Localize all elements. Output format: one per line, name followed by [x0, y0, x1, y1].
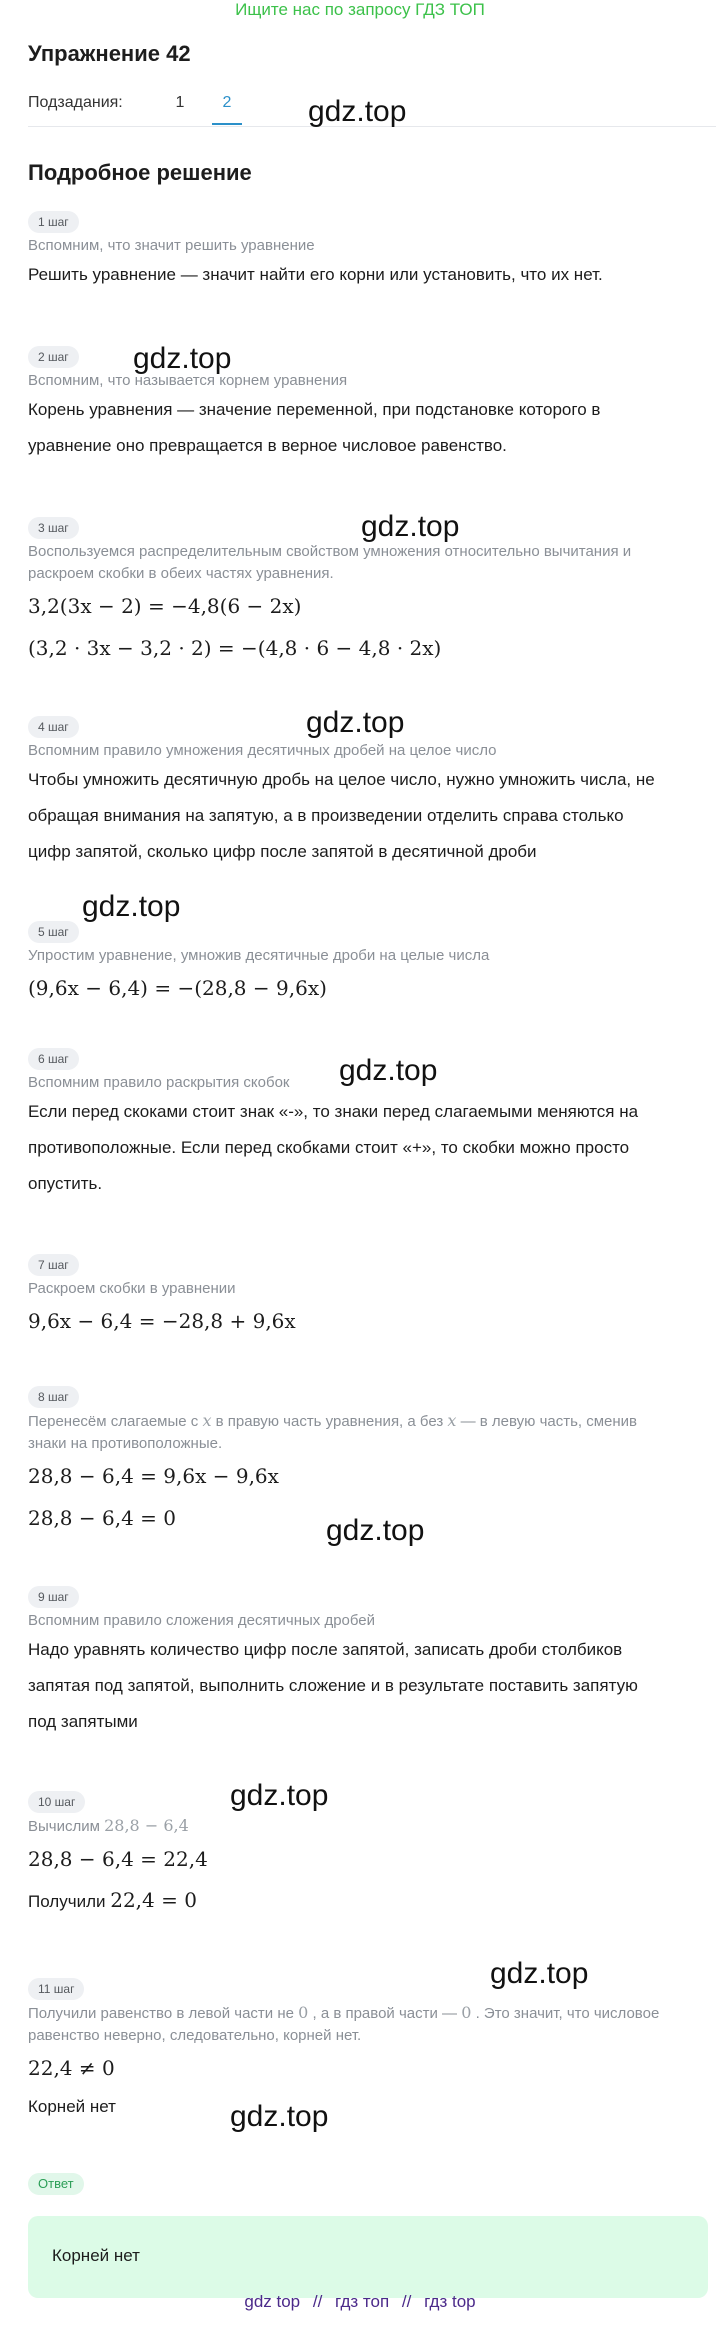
- step-text: Корней нет: [28, 2097, 116, 2116]
- solution-card: [12, 28, 708, 2288]
- footer-separator: //: [312, 2292, 323, 2311]
- math-line: (3,2 · 3x − 3,2 · 2) = −(4,8 · 6 − 4,8 · 2x): [28, 636, 442, 660]
- step-badge: 7 шаг: [28, 1254, 79, 1276]
- step-text-line: Надо уравнять количество цифр после запятой, записать дроби столбиков: [28, 1640, 623, 1659]
- step-10: [28, 1791, 708, 1922]
- step-2: [28, 346, 708, 464]
- step-5: [28, 921, 708, 1009]
- step-badge: 8 шаг: [28, 1386, 79, 1408]
- solution-title: Подробное решение: [28, 160, 252, 185]
- step-hint-line: раскроем скобки в обеих частях уравнения.: [28, 565, 334, 582]
- top-banner: Ищите нас по запросу ГДЗ ТОП: [235, 0, 485, 19]
- step-badge: 6 шаг: [28, 1048, 79, 1070]
- answer-text: Корней нет: [52, 2246, 140, 2265]
- footer-link[interactable]: гдз top: [424, 2292, 476, 2311]
- subtask-tab-2[interactable]: 2: [212, 94, 242, 125]
- step-11: [28, 1978, 708, 2125]
- step-hint-line: знаки на противоположные.: [28, 1435, 223, 1452]
- exercise-title: Упражнение 42: [28, 41, 191, 66]
- watermark: gdz.top: [361, 510, 460, 543]
- step-hint: Раскроем скобки в уравнении: [28, 1280, 236, 1297]
- watermark: gdz.top: [230, 1779, 329, 1812]
- step-9: [28, 1586, 708, 1740]
- step-text-line: опустить.: [28, 1174, 103, 1193]
- hint-part: Вычислим: [28, 1818, 100, 1835]
- step-hint-line: [28, 1410, 708, 1433]
- step-text-line: Если перед скоками стоит знак «-», то знаки перед слагаемыми меняются на: [28, 1102, 639, 1121]
- math-line: 22,4 ≠ 0: [28, 2056, 115, 2080]
- step-badge: 3 шаг: [28, 517, 79, 539]
- step-hint: [28, 1815, 708, 1838]
- step-text-line: уравнение оно превращается в верное числовое равенство.: [28, 436, 507, 455]
- hint-math: 0: [298, 2003, 309, 2022]
- hint-part: . Это значит, что числовое: [475, 2005, 660, 2022]
- step-hint-line: [28, 2002, 708, 2025]
- step-text-line: цифр запятой, сколько цифр после запятой в десятичной дроби: [28, 842, 537, 861]
- watermark: gdz.top: [306, 706, 405, 739]
- step-badge: 9 шаг: [28, 1586, 79, 1608]
- step-7: [28, 1254, 708, 1342]
- text-math: 22,4 = 0: [110, 1888, 197, 1912]
- footer-links: [0, 2292, 720, 2312]
- step-badge: 2 шаг: [28, 346, 79, 368]
- step-badge: 11 шаг: [28, 1978, 84, 2000]
- step-text-line: под запятыми: [28, 1712, 138, 1731]
- answer-box: [28, 2216, 708, 2298]
- hint-part: Получили равенство в левой части не: [28, 2005, 294, 2022]
- step-text-line: запятая под запятой, выполнить сложение и в результате поставить запятую: [28, 1676, 638, 1695]
- math-line: 28,8 − 6,4 = 0: [28, 1506, 177, 1530]
- math-line: 28,8 − 6,4 = 9,6x − 9,6x: [28, 1464, 279, 1488]
- step-badge: 1 шаг: [28, 211, 79, 233]
- math-var: x: [202, 1411, 212, 1430]
- watermark: gdz.top: [308, 95, 407, 128]
- footer-link[interactable]: gdz top: [244, 2292, 301, 2311]
- subtasks-label: Подзадания:: [28, 94, 123, 111]
- watermark: gdz.top: [133, 342, 232, 375]
- step-1: [28, 211, 708, 293]
- answer-badge: Ответ: [28, 2173, 84, 2195]
- hint-math: 28,8 − 6,4: [104, 1816, 189, 1835]
- step-badge: 4 шаг: [28, 716, 79, 738]
- step-badge: 5 шаг: [28, 921, 79, 943]
- step-hint: Вспомним, что называется корнем уравнения: [28, 372, 348, 389]
- hint-part: в правую часть уравнения, а без: [215, 1413, 444, 1430]
- subtask-tab-1[interactable]: 1: [175, 94, 185, 111]
- step-badge: 10 шаг: [28, 1791, 85, 1813]
- math-line: 9,6x − 6,4 = −28,8 + 9,6x: [28, 1309, 296, 1333]
- step-hint: Вспомним правило раскрытия скобок: [28, 1074, 290, 1091]
- step-text-line: противоположные. Если перед скобками стоит «+», то скобки можно просто: [28, 1138, 630, 1157]
- step-text-line: [28, 1880, 708, 1922]
- text-part: Получили: [28, 1892, 106, 1911]
- step-hint-line: Воспользуемся распределительным свойством умножения относительно вычитания и: [28, 543, 632, 560]
- hint-part: , а в правой части —: [312, 2005, 458, 2022]
- math-var: x: [447, 1411, 457, 1430]
- step-text-line: Чтобы умножить десятичную дробь на целое число, нужно умножить числа, не: [28, 770, 655, 789]
- step-text: Решить уравнение — значит найти его корни или установить, что их нет.: [28, 265, 603, 284]
- step-hint: Вспомним, что значит решить уравнение: [28, 237, 315, 254]
- step-text-line: обращая внимания на запятую, а в произведении отделить справа столько: [28, 806, 624, 825]
- hint-part: — в левую часть, сменив: [460, 1413, 638, 1430]
- watermark: gdz.top: [339, 1054, 438, 1087]
- step-hint: Упростим уравнение, умножив десятичные дроби на целые числа: [28, 947, 490, 964]
- watermark: gdz.top: [326, 1514, 425, 1547]
- step-text-line: Корень уравнения — значение переменной, при подстановке которого в: [28, 400, 601, 419]
- step-hint: Вспомним правило сложения десятичных дробей: [28, 1612, 376, 1629]
- hint-part: Перенесём слагаемые с: [28, 1413, 199, 1430]
- math-line: 3,2(3x − 2) = −4,8(6 − 2x): [28, 594, 302, 618]
- watermark: gdz.top: [230, 2100, 329, 2133]
- footer-link[interactable]: гдз топ: [335, 2292, 390, 2311]
- hint-math: 0: [461, 2003, 472, 2022]
- step-hint-line: равенство неверно, следовательно, корней нет.: [28, 2027, 362, 2044]
- step-hint: Вспомним правило умножения десятичных дробей на целое число: [28, 742, 497, 759]
- math-line: (9,6x − 6,4) = −(28,8 − 9,6x): [28, 976, 327, 1000]
- math-line: 28,8 − 6,4 = 22,4: [28, 1847, 208, 1871]
- footer-separator: //: [401, 2292, 412, 2311]
- watermark: gdz.top: [82, 890, 181, 923]
- watermark: gdz.top: [490, 1957, 589, 1990]
